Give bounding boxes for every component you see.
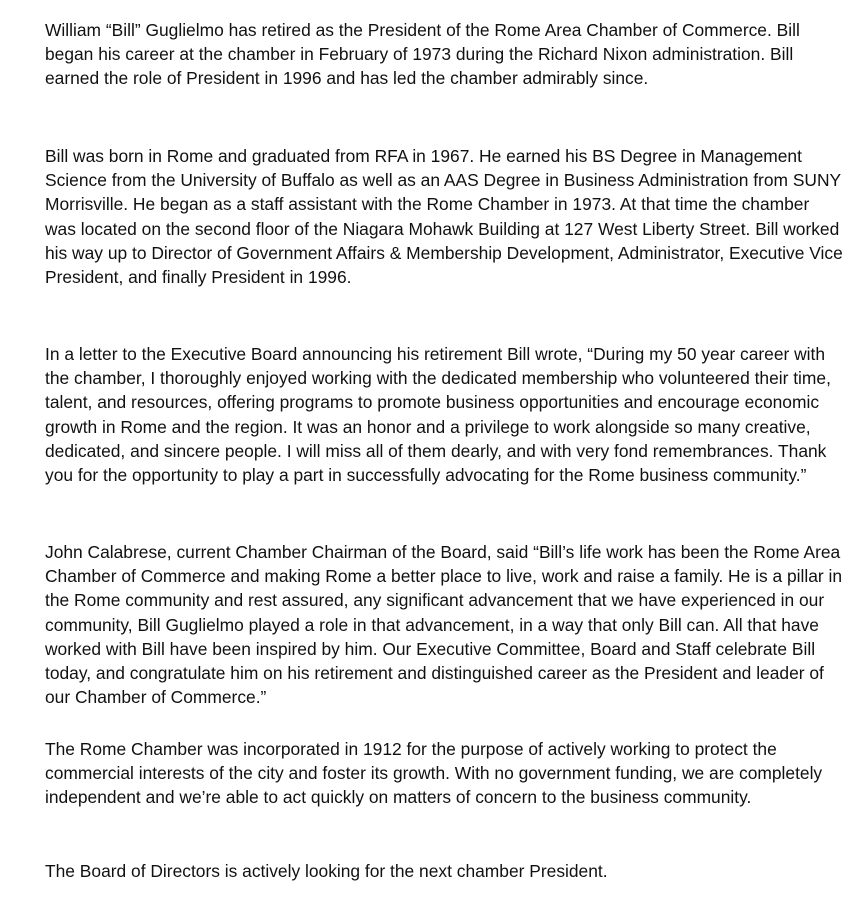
paragraph-president-search: The Board of Directors is actively looking for the next chamber President. (45, 861, 608, 881)
paragraph-retirement-letter-quote: In a letter to the Executive Board announcing his retirement Bill wrote, “During my 50 year career with the chamber, I thoroughly enjoyed working with the dedicated membership who volunteered their time, talent, and resources, offering programs to promote business opportunities and encourage economic growth in Rome and the region. It was an honor and a privilege to work alongside so many creative, dedicated, and sincere people. I will miss all of them dearly, and with very fond remembrances. Thank you for the opportunity to play a part in successfully advocating for the Rome business community.” (45, 344, 831, 486)
paragraph-chairman-quote: John Calabrese, current Chamber Chairman of the Board, said “Bill’s life work has been the Rome Area Chamber of Commerce and making Rome a better place to live, work and raise a family. He is a pillar in the Rome community and rest assured, any significant advancement that we have experienced in our community, Bill Guglielmo played a role in that advancement, in a way that only Bill can. All that have worked with Bill have been inspired by him. Our Executive Committee, Board and Staff celebrate Bill today, and congratulate him on his retirement and distinguished career as the President and leader of our Chamber of Commerce.” (45, 542, 843, 708)
paragraph-chamber-history: The Rome Chamber was incorporated in 1912 for the purpose of actively working to protect the commercial interests of the city and foster its growth. With no government funding, we are completely independent and we’re able to act quickly on matters of concern to the business community. (45, 739, 823, 808)
paragraph-biography: Bill was born in Rome and graduated from RFA in 1967. He earned his BS Degree in Management Science from the University of Buffalo as well as an AAS Degree in Business Administration from SUNY Morrisville. He began as a staff assistant with the Rome Chamber in 1973. At that time the chamber was located on the second floor of the Niagara Mohawk Building at 127 West Liberty Street. Bill worked his way up to Director of Government Affairs & Membership Development, Administrator, Executive Vice President, and finally President in 1996. (45, 146, 843, 288)
paragraph-retirement-announcement: William “Bill” Guglielmo has retired as the President of the Rome Area Chamber of Commerce. Bill began his career at the chamber in February of 1973 during the Richard Nixon administration. Bill earned the role of President in 1996 and has led the chamber admirably since. (45, 20, 800, 89)
